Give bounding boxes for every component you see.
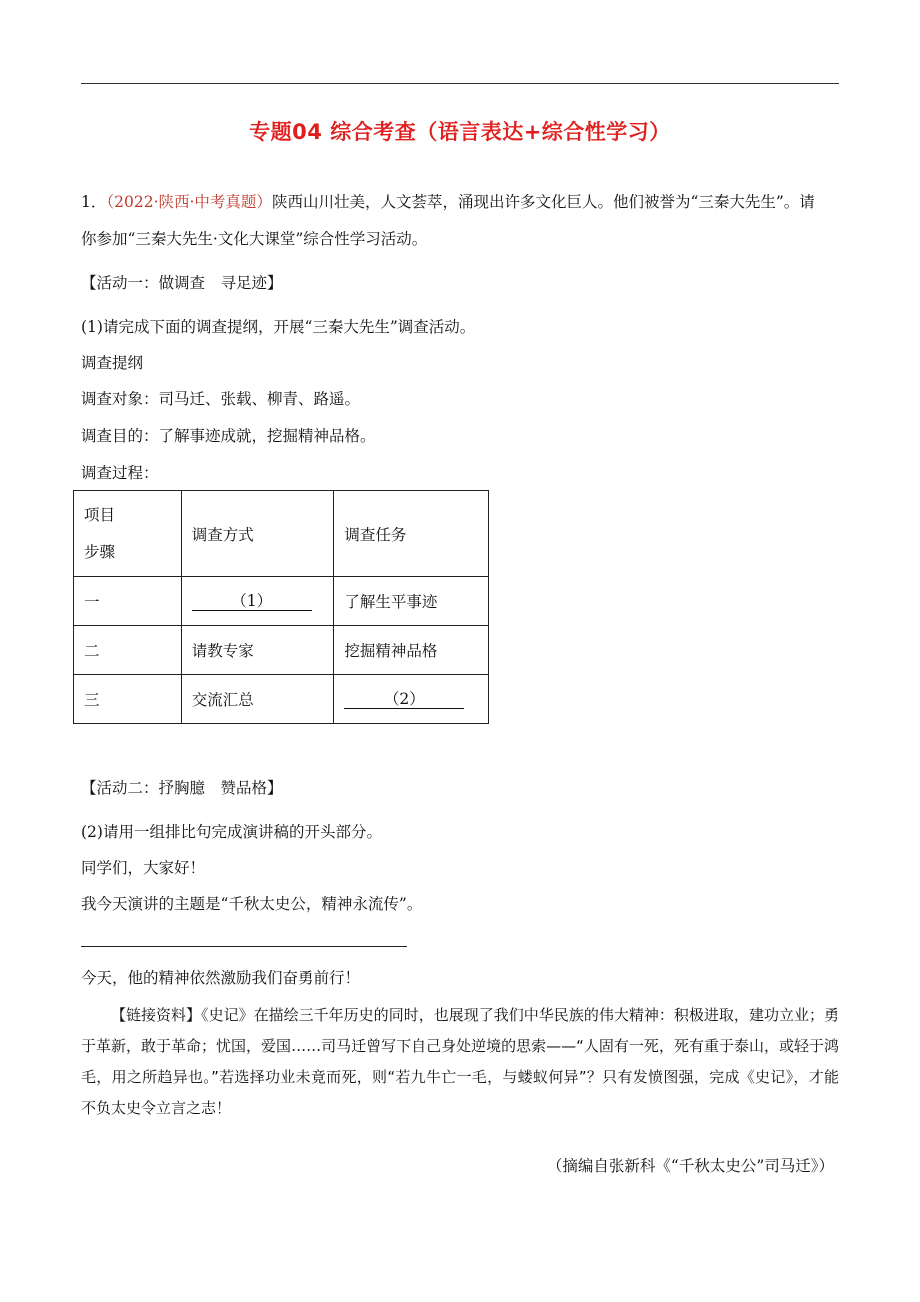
fill-blank-1[interactable]: （1） (192, 592, 312, 611)
table-header-row (74, 491, 489, 577)
activity1-prompt: (1)请完成下面的调查提纲，开展“三秦大先生”调查活动。 (81, 318, 476, 336)
outline-title: 调查提纲 (81, 354, 144, 372)
row-step: 二 (74, 626, 182, 675)
header-task: 调查任务 (334, 491, 489, 577)
speech-closing: 今天，他的精神依然激励我们奋勇前行！ (81, 969, 361, 987)
row-step: 三 (74, 675, 182, 724)
citation: （摘编自张新科《“千秋太史公”司马迁》） (546, 1157, 834, 1175)
speech-greeting: 同学们，大家好！ (81, 859, 206, 877)
row-task: 了解生平事迹 (334, 577, 489, 626)
answer-line[interactable] (81, 946, 407, 947)
table-row (74, 626, 489, 675)
header-item-label: 项目 (84, 506, 116, 524)
table-row (74, 675, 489, 724)
page-title: 专题04 综合考查（语言表达+综合性学习） (249, 120, 671, 144)
activity1-heading: 【活动一：做调查 寻足迹】 (81, 274, 283, 292)
row-method: 交流汇总 (181, 675, 334, 724)
question-intro-text: 陕西山川壮美，人文荟萃，涌现出许多文化巨人。他们被誉为“三秦大先生”。请 (271, 193, 815, 211)
survey-process-label: 调查过程： (81, 464, 159, 482)
survey-table (73, 490, 489, 724)
header-method: 调查方式 (181, 491, 334, 577)
question-source: （2022·陕西·中考真题） (106, 193, 272, 211)
header-step-label: 步骤 (84, 543, 116, 561)
table-diagonal-header (74, 491, 182, 577)
survey-goal: 调查目的：了解事迹成就，挖掘精神品格。 (81, 427, 376, 445)
survey-target: 调查对象：司马迁、张载、柳青、路遥。 (81, 390, 361, 408)
question-number: 1． (81, 193, 107, 211)
header-rule (81, 83, 839, 84)
link-material-paragraph: 【链接资料】《史记》在描绘三千年历史的同时，也展现了我们中华民族的伟大精神：积极进取，建功立业；勇于革新，敢于革命；忧国，爱国……司马迁曾写下自己身处逆境的思索——“人固有一死，死有重于泰山，或轻于鸿毛，用之所趋异也。”若选择功业未竟而死，则“若九牛亡一毛，与蝼蚁何异”？只有发愤图强，完成《史记》，才能不负太史令立言之志！ (81, 1006, 839, 1117)
question-intro-line1 (81, 192, 815, 212)
activity2-prompt: (2)请用一组排比句完成演讲稿的开头部分。 (81, 823, 382, 841)
fill-blank-2[interactable]: （2） (344, 690, 464, 709)
speech-theme: 我今天演讲的主题是“千秋太史公，精神永流传”。 (81, 895, 423, 913)
row-method: 请教专家 (181, 626, 334, 675)
row-task: 挖掘精神品格 (334, 626, 489, 675)
row-task-blank (334, 675, 489, 724)
question-intro-line2: 你参加“三秦大先生·文化大课堂”综合性学习活动。 (81, 230, 428, 248)
table-row (74, 577, 489, 626)
row-method-blank (181, 577, 334, 626)
activity2-heading: 【活动二：抒胸臆 赞品格】 (81, 779, 283, 797)
row-step: 一 (74, 577, 182, 626)
